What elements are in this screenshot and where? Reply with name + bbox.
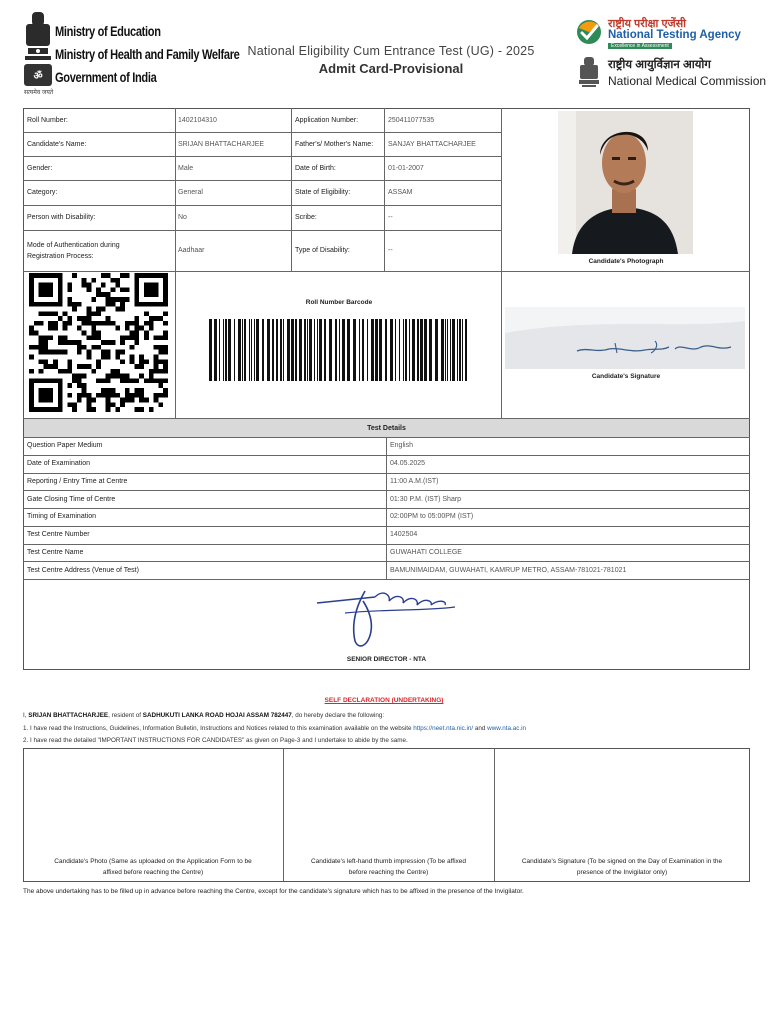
neet-website-link[interactable]: https://neet.nta.nic.in/ [413, 725, 474, 732]
pwd-value: No [178, 214, 187, 221]
scribe-value: -- [388, 214, 393, 221]
test-detail-value: English [390, 442, 413, 450]
pwd-label: Person with Disability: [27, 214, 96, 221]
test-detail-label: Date of Examination [27, 460, 91, 468]
national-emblem-icon [22, 10, 54, 90]
scribe-label: Scribe: [295, 214, 317, 221]
exam-title-block [236, 44, 546, 76]
declaration-point-2: 2. I have read the detailed "IMPORTANT INSTRUCTIONS FOR CANDIDATES" as given on Page-3 and I undertake to abide by the same. [23, 737, 408, 744]
declaration-address: SADHUKUTI LANKA ROAD HOJAI ASSAM 782447 [142, 712, 292, 719]
test-detail-label: Gate Closing Time of Centre [27, 495, 116, 503]
ministry-health: Ministry of Health and Family Welfare [55, 47, 240, 62]
grid-line [23, 544, 750, 545]
test-detail-value: 1402504 [390, 531, 418, 539]
signature-box-caption [495, 856, 749, 878]
application-number-label: Application Number: [295, 116, 359, 124]
photograph-caption: Candidate's Photograph [588, 258, 664, 265]
test-detail-label: Test Centre Number [27, 531, 90, 539]
state-label: State of Eligibility: [295, 189, 351, 196]
category-value: General [178, 189, 203, 196]
nmc-emblem-icon [578, 56, 600, 88]
grid-line [23, 526, 750, 527]
senior-director-label: SENIOR DIRECTOR - NTA [346, 656, 427, 663]
grid-line [23, 455, 750, 456]
candidate-name-label: Candidate's Name: [27, 140, 87, 148]
test-detail-label: Question Paper Medium [27, 442, 103, 450]
signature-caption: Candidate's Signature [591, 373, 661, 380]
card-title: Admit Card-Provisional [318, 61, 464, 76]
self-declaration-title: SELF DECLARATION (UNDERTAKING) [324, 697, 444, 704]
photo-box-caption-line2: affixed before reaching the Centre) [102, 869, 204, 876]
state-value: ASSAM [388, 189, 413, 196]
test-details-heading: Test Details [24, 419, 749, 437]
thumb-box-caption [284, 856, 493, 878]
candidate-name-value: SRIJAN BHATTACHARJEE [178, 140, 265, 148]
test-detail-value: GUWAHATI COLLEGE [390, 548, 462, 556]
barcode-caption: Roll Number Barcode [305, 299, 373, 306]
grid-line [23, 156, 501, 157]
roll-number-barcode [209, 319, 467, 381]
nta-logo-icon [575, 18, 603, 46]
grid-line [23, 473, 750, 474]
signature-box-caption-line2: presence of the Invigilator only) [576, 869, 668, 876]
photo-box-caption [24, 856, 282, 878]
candidate-signature-image [505, 307, 745, 369]
auth-mode-label [27, 230, 120, 271]
director-signature-image [305, 583, 465, 653]
application-number-value: 250411077535 [388, 116, 435, 124]
nta-tagline: Excellence in Assessment [608, 43, 672, 49]
thumb-box-caption-line2: before reaching the Centre) [348, 869, 429, 876]
test-detail-value: BAMUNIMAIDAM, GUWAHATI, KAMRUP METRO, ASSAM-781021-781021 [390, 566, 627, 574]
ministry-education: Ministry of Education [55, 24, 161, 39]
declaration-candidate-name: SRIJAN BHATTACHARJEE [28, 712, 109, 719]
test-detail-label: Test Centre Name [27, 548, 84, 556]
test-detail-value: 04.05.2025 [390, 460, 426, 468]
auth-mode-value: Aadhaar [178, 247, 205, 254]
dob-value: 01-01-2007 [388, 164, 424, 172]
ministry-logo-block [22, 8, 240, 100]
grid-line [23, 271, 750, 272]
parent-name-label: Father's/ Mother's Name: [295, 140, 374, 148]
disability-type-label: Type of Disability: [295, 247, 350, 254]
grid-line [175, 108, 176, 418]
signature-box-caption-line1: Candidate's Signature (To be signed on the Day of Examination in the [521, 858, 723, 865]
admit-card-header [0, 0, 768, 104]
nmc-logo-block [578, 54, 767, 94]
declaration-line-2 [23, 725, 526, 732]
emblem-motto: सत्यमेव जयते [24, 90, 54, 96]
nta-english-name: National Testing Agency [608, 29, 741, 41]
declaration-resident-text: , resident of [108, 712, 142, 719]
parent-name-value: SANJAY BHATTACHARJEE [388, 140, 476, 148]
grid-line [23, 180, 501, 181]
nmc-hindi-name: राष्ट्रीय आयुर्विज्ञान आयोग [608, 59, 711, 71]
nta-logo-block [575, 14, 755, 54]
exam-title: National Eligibility Cum Entrance Test (UG) - 2025 [247, 44, 535, 58]
government-of-india: Government of India [55, 70, 157, 85]
test-detail-label: Reporting / Entry Time at Centre [27, 477, 128, 485]
test-detail-value: 01:30 P.M. (IST) Sharp [390, 495, 462, 503]
test-detail-value: 11:00 A.M.(IST) [390, 477, 439, 485]
category-label: Category: [27, 189, 58, 196]
roll-number-value: 1402104310 [178, 116, 217, 124]
disability-type-value: -- [388, 247, 393, 254]
undertaking-footer-note: The above undertaking has to be filled up in advance before reaching the Centre, except for the candidate's signature which has to be affixed in the presence of the Invigilator. [23, 888, 524, 895]
nmc-english-name: National Medical Commission [608, 74, 767, 88]
thumb-box-caption-line1: Candidate's left-hand thumb impression (To be affixed [310, 858, 467, 865]
auth-mode-label-line1: Mode of Authentication during [27, 241, 120, 249]
declaration-and: and [474, 725, 486, 732]
declaration-point-1: 1. I have read the Instructions, Guidelines, Information Bulletin, Instructions and Notices related to this examination available on the website [23, 725, 412, 732]
qr-code [27, 273, 170, 412]
grid-line [23, 561, 750, 562]
declaration-line-1 [23, 712, 384, 719]
declaration-suffix: , do hereby declare the following: [291, 712, 385, 719]
auth-mode-label-line2: Registration Process: [27, 252, 94, 260]
grid-line [23, 490, 750, 491]
nta-website-link[interactable]: www.nta.ac.in [487, 725, 527, 732]
gender-value: Male [178, 164, 194, 172]
grid-line [23, 508, 750, 509]
photo-box-caption-line1: Candidate's Photo (Same as uploaded on the Application Form to be [54, 858, 252, 865]
svg-text:ॐ: ॐ [33, 71, 43, 82]
gender-label: Gender: [27, 164, 53, 172]
roll-number-label: Roll Number: [27, 116, 68, 124]
nta-hindi-name: राष्ट्रीय परीक्षा एजेंसी [608, 18, 686, 30]
test-detail-label: Test Centre Address (Venue of Test) [27, 566, 139, 574]
declaration-prefix: I, [23, 712, 27, 719]
dob-label: Date of Birth: [295, 164, 336, 172]
test-detail-value: 02:00PM to 05:00PM (IST) [390, 513, 474, 521]
grid-line [23, 579, 750, 580]
candidate-photograph [558, 111, 693, 254]
test-detail-label: Timing of Examination [27, 513, 96, 521]
